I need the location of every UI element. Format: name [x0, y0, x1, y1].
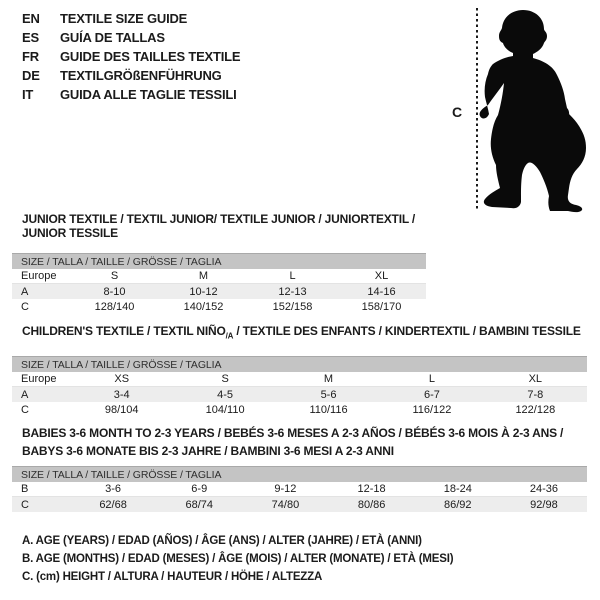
table-row [12, 402, 587, 417]
table-title-line [22, 424, 587, 442]
row-label: C [21, 403, 29, 416]
table-row [12, 269, 426, 284]
row-cell: 116/122 [412, 403, 452, 416]
row-cell: M [198, 270, 209, 282]
row-cell: 8-10 [103, 285, 126, 298]
table-title-line [22, 324, 587, 343]
row-cell: 14-16 [367, 285, 396, 298]
language-title: GUIDE DES TAILLES TEXTILE [60, 49, 241, 64]
row-cell: 4-5 [217, 388, 234, 401]
table-title [12, 324, 587, 343]
table-row [12, 284, 426, 299]
row-cell: 62/68 [99, 498, 127, 511]
language-title: GUÍA DE TALLAS [60, 30, 165, 45]
language-code: EN [22, 11, 40, 26]
table-row [12, 372, 587, 387]
row-cell: L [428, 373, 435, 386]
table-row [12, 387, 587, 402]
footnote-line: C. (cm) HEIGHT / ALTURA / HAUTEUR / HÖHE / ALTEZZA [22, 571, 323, 583]
language-title: GUIDA ALLE TAGLIE TESSILI [60, 87, 237, 102]
row-cell: 3-4 [113, 388, 130, 401]
row-cell: 12-18 [357, 483, 386, 495]
row-label: A [21, 285, 29, 298]
row-cell: 6-9 [191, 483, 208, 495]
language-row [22, 66, 240, 85]
table-title-segment: JUNIOR TEXTILE / TEXTIL JUNIOR/ TEXTILE JUNIOR / JUNIORTEXTIL / JUNIOR TESSILE [22, 212, 416, 240]
row-cell: L [289, 270, 296, 282]
row-label: B [21, 483, 29, 495]
footnote-line: B. AGE (MONTHS) / EDAD (MESES) / ÂGE (MOIS) / ALTER (MONATE) / ETÀ (MESI) [22, 553, 454, 565]
row-cell: 68/74 [185, 498, 214, 511]
row-cell: 3-6 [105, 483, 122, 495]
row-cell: 98/104 [104, 403, 139, 416]
row-label: Europe [21, 270, 57, 282]
row-cell: 86/92 [444, 498, 472, 511]
table-row [12, 497, 587, 512]
language-code: DE [22, 68, 40, 83]
table-title [12, 212, 426, 240]
row-cell: 5-6 [320, 388, 337, 401]
language-row [22, 85, 240, 104]
size-header-bar: SIZE / TALLA / TAILLE / GRÖSSE / TAGLIA [12, 466, 587, 482]
row-cell: 104/110 [205, 403, 245, 416]
language-title: TEXTILGRÖßENFÜHRUNG [60, 68, 222, 83]
table-title-line [22, 442, 587, 460]
row-cell: 18-24 [443, 483, 472, 495]
row-cell: 12-13 [278, 285, 307, 298]
toddler-silhouette-icon [475, 5, 595, 213]
row-cell: S [110, 270, 119, 282]
row-label: C [21, 498, 29, 511]
row-cell: 80/86 [357, 498, 386, 511]
language-row [22, 47, 240, 66]
row-cell: 152/158 [272, 300, 313, 313]
table-title [12, 424, 587, 460]
junior-textile-table [12, 212, 426, 314]
row-cell: 6-7 [423, 388, 440, 401]
size-header-bar: SIZE / TALLA / TAILLE / GRÖSSE / TAGLIA [12, 356, 587, 372]
row-label: Europe [21, 373, 57, 386]
table-title-segment: BABIES 3-6 MONTH TO 2-3 YEARS / BEBÉS 3-6 MESES A 2-3 AÑOS / BÉBÉS 3-6 MOIS À 2-3 ANS / [22, 426, 564, 440]
table-title-segment: /A [225, 331, 234, 341]
row-cell: 92/98 [530, 498, 558, 511]
row-cell: 128/140 [94, 300, 135, 313]
row-cell: XL [374, 270, 389, 282]
language-row [22, 9, 240, 28]
language-code: ES [22, 30, 39, 45]
row-cell: 24-36 [529, 483, 559, 495]
table-title-line [22, 212, 426, 240]
row-cell: XS [114, 373, 130, 386]
table-title-segment: BABYS 3-6 MONATE BIS 2-3 JAHRE / BAMBINI 3-6 MESI A 2-3 ANNI [22, 444, 394, 458]
row-cell: 74/80 [271, 498, 300, 511]
table-row [12, 482, 587, 497]
height-measure-label: C [452, 104, 463, 120]
table-title-segment: CHILDREN'S TEXTILE / TEXTIL NIÑO [22, 324, 226, 338]
row-label: A [21, 388, 29, 401]
size-header-bar: SIZE / TALLA / TAILLE / GRÖSSE / TAGLIA [12, 253, 426, 269]
row-cell: 110/116 [309, 403, 348, 416]
language-code: IT [22, 87, 34, 102]
footnote-line: A. AGE (YEARS) / EDAD (AÑOS) / ÂGE (ANS) / ALTER (JAHRE) / ETÀ (ANNI) [22, 535, 422, 547]
row-cell: 7-8 [527, 388, 544, 401]
children-textile-table [12, 324, 587, 417]
row-cell: 10-12 [189, 285, 218, 298]
row-cell: S [221, 373, 229, 386]
row-cell: 158/170 [361, 300, 402, 313]
footnote-legend [22, 532, 453, 586]
table-title-segment: / TEXTILE DES ENFANTS / KINDERTEXTIL / BAMBINI TESSILE [233, 324, 581, 338]
language-row [22, 28, 240, 47]
babies-textile-table [12, 424, 587, 512]
row-cell: XL [528, 373, 543, 386]
language-code: FR [22, 49, 39, 64]
language-title: TEXTILE SIZE GUIDE [60, 11, 188, 26]
row-cell: 140/152 [183, 300, 224, 313]
table-row [12, 299, 426, 314]
row-cell: M [323, 373, 334, 386]
language-title-list [22, 9, 240, 104]
row-label: C [21, 300, 29, 313]
row-cell: 122/128 [515, 403, 556, 416]
row-cell: 9-12 [274, 483, 297, 495]
